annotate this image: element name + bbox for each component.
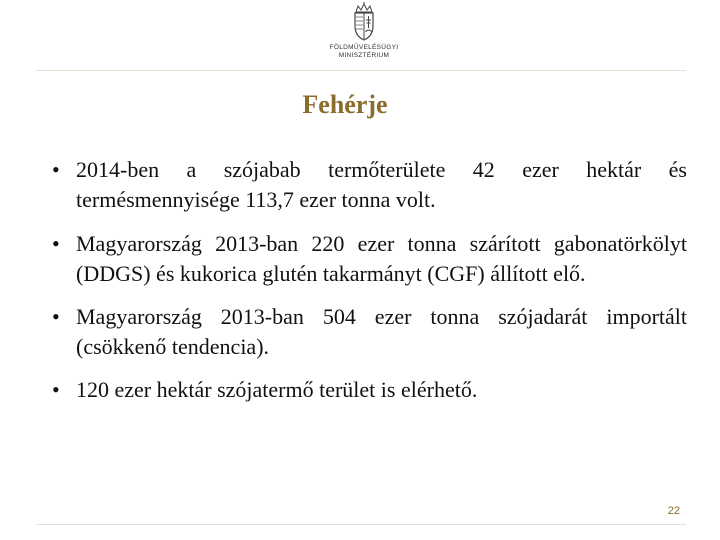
hungarian-coat-of-arms-icon [349,2,379,42]
bullet-icon: • [52,377,60,402]
bullet-list [52,155,687,405]
logo-line-1: FÖLDMŰVELÉSÜGYI [329,44,399,51]
ministry-logo [312,2,416,68]
bullet-icon: • [52,157,60,182]
bullet-text: Magyarország 2013-ban 220 ezer tonna szárított gabonatörkölyt (DDGS) és kukorica glutén takarmányt (CGF) állított elő. [76,231,687,286]
list-item [52,229,687,289]
list-item [52,302,687,362]
page-number: 22 [667,505,680,517]
bullet-icon: • [52,231,60,256]
slide-title: Fehérje [302,90,388,119]
bullet-text: Magyarország 2013-ban 504 ezer tonna szójadarát importált (csökkenő tendencia). [76,304,687,359]
bullet-text: 2014-ben a szójabab termőterülete 42 ezer hektár és termésmennyisége 113,7 ezer tonna volt. [76,157,687,212]
bullet-text: 120 ezer hektár szójatermő terület is elérhető. [76,377,478,402]
list-item [52,155,687,215]
header-rule [36,70,686,71]
logo-line-2: MINISZTÉRIUM [338,52,390,59]
bullet-icon: • [52,304,60,329]
footer-rule [36,524,686,525]
list-item [52,375,687,405]
